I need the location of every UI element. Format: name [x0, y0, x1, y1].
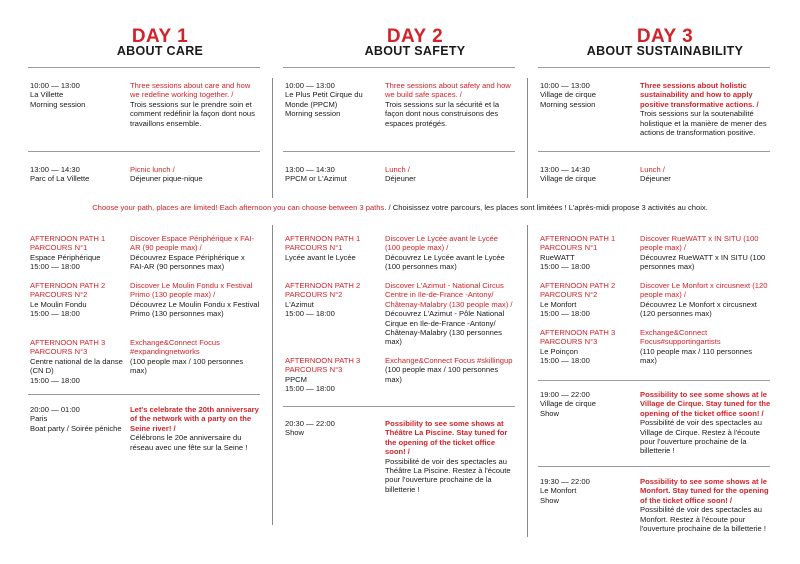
day-3-title: DAY 3	[636, 26, 694, 47]
time: 10:00 — 13:00	[540, 81, 590, 90]
column-divider	[272, 78, 273, 198]
place: Le Monfort	[540, 486, 577, 496]
desc-fr: Découvrez Le Monfort x circusnext (120 personnes max)	[640, 299, 757, 319]
path-title: AFTERNOON PATH 2	[30, 281, 106, 290]
day1-path2-desc	[130, 281, 260, 319]
desc-en: Possibility to see some shows at Théâtre La Piscine. Stay tuned for the opening of the ticket office soon! /	[385, 419, 508, 457]
path-title: AFTERNOON PATH 1	[540, 234, 616, 243]
day2-path1-desc	[385, 234, 515, 272]
session-label: Show	[540, 495, 559, 505]
path-title: AFTERNOON PATH 3	[540, 328, 616, 337]
day1-lunch-desc	[130, 165, 260, 184]
time: 13:00 — 14:30	[30, 165, 80, 174]
time: 19:00 — 22:00	[540, 390, 590, 399]
path-title: AFTERNOON PATH 3	[30, 338, 106, 347]
desc-en: Three sessions about holistic sustainability and how to apply positive transformative actions. /	[640, 81, 759, 109]
desc-fr: Déjeuner	[385, 174, 416, 184]
time: 15:00 — 18:00	[540, 309, 590, 319]
day-1-theme: ABOUT CARE	[116, 44, 204, 58]
day3-path3-desc	[640, 328, 770, 366]
parcours: PARCOURS N°1	[30, 243, 88, 253]
day3-path2-info	[540, 281, 638, 319]
desc-fr: Déjeuner pique-nique	[130, 174, 203, 184]
desc-fr: Trois sessions sur la sécurité et la façon dont nous construisons des espaces protégés.	[385, 99, 500, 128]
day3-morning-info	[540, 81, 635, 109]
desc-fr: Possibilité de voir des spectacles au Théâtre La Piscine. Restez à l'écoute pour l'ouverture prochaine de la billetterie !	[385, 456, 511, 494]
session-label: Show	[540, 408, 559, 418]
place: La Villette	[30, 90, 64, 100]
path-title: AFTERNOON PATH 1	[285, 234, 361, 243]
time: 15:00 — 18:00	[30, 262, 80, 272]
time: 15:00 — 18:00	[30, 375, 80, 385]
path-title: AFTERNOON PATH 3	[285, 356, 361, 365]
time: 20:30 — 22:00	[285, 419, 335, 428]
day2-morning-desc	[385, 81, 517, 128]
day3-lunch-info	[540, 165, 635, 184]
desc-en: Exchange&Connect Focus#supportingartists	[640, 328, 721, 347]
time: 15:00 — 18:00	[285, 384, 335, 394]
desc-en: Discover Le Lycée avant le Lycée (100 people max) /	[385, 234, 498, 253]
divider	[283, 67, 515, 68]
place: RueWATT	[540, 252, 575, 262]
parcours: PARCOURS N°2	[285, 290, 343, 300]
path-title: AFTERNOON PATH 1	[30, 234, 106, 243]
desc-en: Discover RueWATT x IN SITU (100 people max) /	[640, 234, 759, 253]
day2-path3-desc	[385, 356, 515, 384]
parcours: PARCOURS N°1	[540, 243, 598, 253]
day-1-title: DAY 1	[131, 26, 189, 47]
desc-fr: Possibilité de voir des spectacles au Monfort. Restez à l'écoute pour l'ouverture prochaine de la billetterie !	[640, 505, 766, 534]
day1-morning-desc	[130, 81, 260, 128]
day1-path1-desc	[130, 234, 260, 272]
divider	[538, 466, 770, 467]
desc-fr: Découvrez Le Moulin Fondu x Festival Primo (130 personnes max)	[130, 299, 260, 319]
divider	[538, 67, 770, 68]
time: 10:00 — 13:00	[30, 81, 80, 90]
place: Le Moulin Fondu	[30, 299, 87, 309]
day3-evening1-desc	[640, 390, 775, 456]
day1-lunch-info	[30, 165, 125, 184]
day3-evening2-info	[540, 477, 635, 505]
desc-fr: (110 people max / 110 personnes max)	[640, 346, 753, 366]
desc-fr: Découvrez Le Lycée avant le Lycée (100 personnes max)	[385, 252, 505, 272]
place: Village de cirque	[540, 399, 597, 409]
day2-evening-desc	[385, 419, 515, 494]
desc-en: Exchange&Connect Focus #skillingup	[385, 356, 513, 365]
notice-fr: / Choisissez votre parcours, les places sont limitées ! L'après-midi propose 3 activités au choix.	[386, 203, 708, 212]
desc-fr: Déjeuner	[640, 174, 671, 184]
time: 13:00 — 14:30	[540, 165, 590, 174]
divider	[283, 151, 515, 152]
desc-en: Lunch /	[385, 165, 410, 174]
place: Le Monfort	[540, 299, 577, 309]
column-divider	[527, 78, 528, 198]
place: Lycée avant le Lycée	[285, 252, 356, 262]
day2-path2-info	[285, 281, 383, 319]
desc-fr: Découvrez RueWATT x IN SITU (100 personnes max)	[640, 252, 766, 272]
desc-fr: Découvrez L'Azimut - Pôle National Cirque en Ile-de-France -Antony/ Châtenay-Malabry (130 personnes max)	[385, 309, 505, 347]
desc-en: Discover Le Monfort x circusnext (120 people max) /	[640, 281, 768, 300]
divider	[283, 406, 515, 407]
place: Centre national de la danse (CN D)	[30, 356, 123, 376]
place: Village de cirque	[540, 90, 597, 100]
divider	[28, 394, 260, 395]
day1-path1-info	[30, 234, 128, 272]
day3-path1-info	[540, 234, 638, 272]
day2-path2-desc	[385, 281, 517, 347]
column-divider	[272, 225, 273, 525]
session-label: Morning session	[30, 99, 86, 109]
desc-en: Discover Espace Périphérique x FAI-AR (90 people max) /	[130, 234, 255, 253]
divider	[28, 151, 260, 152]
day2-morning-info	[285, 81, 377, 119]
desc-fr: Célébrons le 20e anniversaire du réseau avec une fête sur la Seine !	[130, 433, 248, 452]
day3-path3-info	[540, 328, 638, 366]
parcours: PARCOURS N°3	[285, 365, 343, 375]
path-notice	[0, 203, 800, 212]
day3-lunch-desc	[640, 165, 770, 184]
time: 15:00 — 18:00	[540, 262, 590, 272]
desc-en: Discover Le Moulin Fondu x Festival Primo (130 people max) /	[130, 281, 253, 300]
day2-lunch-desc	[385, 165, 515, 184]
parcours: PARCOURS N°3	[540, 337, 598, 347]
desc-fr: (100 people max / 100 personnes max)	[385, 365, 499, 384]
desc-en: Exchange&Connect Focus #expandingnetworks	[130, 338, 220, 357]
time: 20:00 — 01:00	[30, 405, 80, 414]
time: 15:00 — 18:00	[285, 309, 335, 319]
day-2-theme: ABOUT SAFETY	[364, 44, 466, 58]
place: Espace Périphérique	[30, 252, 101, 262]
place: PPCM or L'Azimut	[285, 174, 347, 184]
session-label: Morning session	[540, 99, 596, 109]
day3-evening2-desc	[640, 477, 775, 533]
time: 19:30 — 22:00	[540, 477, 590, 486]
day-2-title: DAY 2	[386, 26, 444, 47]
parcours: PARCOURS N°2	[540, 290, 598, 300]
day1-path3-desc	[130, 338, 260, 376]
desc-fr: (100 people max / 100 personnes max)	[130, 356, 244, 376]
desc-en: Lunch /	[640, 165, 665, 174]
desc-en: Picnic lunch /	[130, 165, 175, 174]
path-title: AFTERNOON PATH 2	[285, 281, 361, 290]
desc-fr: Possibilité de voir des spectacles au Village de Cirque. Restez à l'écoute pour l'ouverture prochaine de la billetterie !	[640, 418, 762, 456]
session-label: Boat party / Soirée péniche	[30, 423, 122, 433]
parcours: PARCOURS N°3	[30, 347, 88, 357]
day3-path2-desc	[640, 281, 770, 319]
time: 15:00 — 18:00	[30, 309, 80, 319]
divider	[28, 67, 260, 68]
day1-path3-info	[30, 338, 128, 385]
day1-evening-desc	[130, 405, 262, 452]
session-label: Show	[285, 428, 304, 438]
place: Le Poinçon	[540, 346, 578, 356]
day3-morning-desc	[640, 81, 775, 137]
day3-evening1-info	[540, 390, 635, 418]
column-divider	[527, 225, 528, 537]
place: Parc of La Villette	[30, 174, 90, 184]
path-title: AFTERNOON PATH 2	[540, 281, 616, 290]
desc-en: Possibility to see some shows at le Village de Cirque. Stay tuned for the opening of the ticket office soon! /	[640, 390, 771, 418]
desc-fr: Trois sessions sur la soutenabilité holistique et la manière de mener des actions de transformation positive.	[640, 109, 767, 138]
desc-en: Three sessions about safety and how we build safe spaces. /	[385, 81, 511, 100]
divider	[538, 151, 770, 152]
day2-path1-info	[285, 234, 383, 262]
place: Village de cirque	[540, 174, 597, 184]
parcours: PARCOURS N°1	[285, 243, 343, 253]
day-3-theme: ABOUT SUSTAINABILITY	[586, 44, 744, 58]
time: 10:00 — 13:00	[285, 81, 335, 90]
notice-en: Choose your path, places are limited! Each afternoon you can choose between 3 paths.	[92, 203, 387, 212]
desc-en: Discover L'Azimut - National Circus Centre in Ile-de-France -Antony/ Châtenay-Malabry (130 people max) /	[385, 281, 513, 309]
desc-fr: Trois sessions sur le prendre soin et comment redéfinir la façon dont nous travaillons ensemble.	[130, 99, 255, 128]
desc-en: Possibility to see some shows at le Monfort. Stay tuned for the opening of the ticket office soon! /	[640, 477, 769, 505]
session-label: Morning session	[285, 109, 341, 119]
desc-en: Three sessions about care and how we redefine working together. /	[130, 81, 251, 100]
desc-en: Let's celebrate the 20th anniversary of the network with a party on the Seine river! /	[130, 405, 259, 433]
day1-evening-info	[30, 405, 125, 433]
place: PPCM	[285, 374, 307, 384]
place: Paris	[30, 414, 48, 424]
place: L'Azimut	[285, 299, 314, 309]
time: 13:00 — 14:30	[285, 165, 335, 174]
day1-morning-info	[30, 81, 125, 109]
day2-lunch-info	[285, 165, 380, 184]
day2-evening-info	[285, 419, 380, 438]
day3-path1-desc	[640, 234, 770, 272]
parcours: PARCOURS N°2	[30, 290, 88, 300]
desc-fr: Découvrez Espace Périphérique x FAI-AR (90 personnes max)	[130, 252, 245, 272]
time: 15:00 — 18:00	[540, 356, 590, 366]
day1-path2-info	[30, 281, 128, 319]
divider	[538, 380, 770, 381]
day2-path3-info	[285, 356, 383, 394]
place: Le Plus Petit Cirque du Monde (PPCM)	[285, 90, 363, 109]
